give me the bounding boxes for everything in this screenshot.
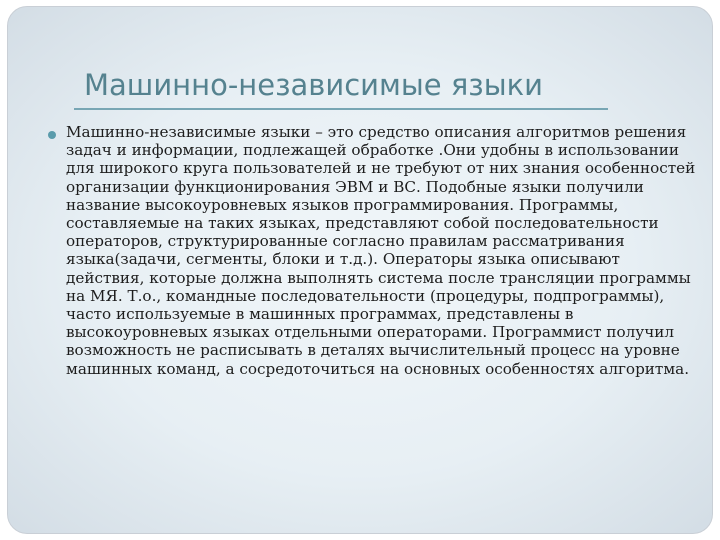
- bullet-list-item: [48, 123, 702, 378]
- slide: [7, 6, 713, 534]
- bullet-text: Машинно-независимые языки – это средство описания алгоритмов решения задач и информации, подлежащей обработке .Они удобны в использовании для широкого круга пользователей и не требуют от них знания особенностей организации функционирования ЭВМ и ВС. Подобные языки получили название высокоуровневых языков программирования. Программы, составляемые на таких языках, представляют собой последовательности операторов, структурированные согласно правилам рассматривания языка(задачи, сегменты, блоки и т.д.). Операторы языка описывают действия, которые должна выполнять система после трансляции программы на МЯ. Т.о., командные последовательности (процедуры, подпрограммы), часто используемые в машинных программах, представлены в высокоуровневых языках отдельными операторами. Программист получил возможность не расписывать в деталях вычислительный процесс на уровне машинных команд, а сосредоточиться на основных особенностях алгоритма.: [66, 123, 696, 378]
- slide-title: Машинно-независимые языки: [84, 68, 543, 102]
- bullet-dot-icon: [48, 131, 56, 139]
- title-underline: [74, 108, 608, 110]
